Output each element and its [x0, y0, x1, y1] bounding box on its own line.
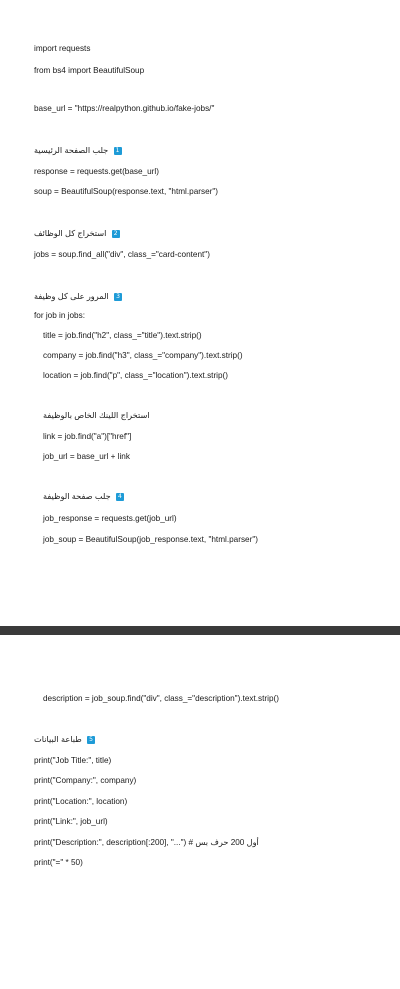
code-line-print-company: print("Company:", company): [34, 776, 137, 785]
code-line-location: location = job.find("p", class_="location").text.strip(): [43, 371, 229, 380]
section-heading-print-data: [34, 735, 95, 745]
code-line-description: description = job_soup.find("div", class_="description").text.strip(): [43, 694, 279, 703]
code-line-link: link = job.find("a")["href"]: [43, 432, 132, 441]
code-line-print-link: print("Link:", job_url): [34, 817, 108, 826]
section-heading-extract-jobs: [34, 229, 120, 239]
section-heading-fetch-main: [34, 146, 122, 156]
code-line-base-url: base_url = "https://realpython.github.io/fake-jobs/": [34, 104, 215, 113]
code-line-company: company = job.find("h3", class_="company").text.strip(): [43, 351, 243, 360]
code-line-print-title: print("Job Title:", title): [34, 756, 112, 765]
heading-label: جلب الصفحة الرئيسية: [34, 146, 109, 155]
code-line-job-soup: job_soup = BeautifulSoup(job_response.text, "html.parser"): [43, 535, 258, 544]
heading-label: جلب صفحة الوظيفة: [43, 492, 111, 501]
heading-label: طباعة البيانات: [34, 735, 82, 744]
code-line-print-description: print("Description:", description[:200], "...") # أول 200 حرف بس: [34, 838, 259, 847]
code-line-job-response: job_response = requests.get(job_url): [43, 514, 177, 523]
code-line-response: response = requests.get(base_url): [34, 167, 159, 176]
code-line-print-separator: print("=" * 50): [34, 858, 83, 867]
keycap-five-icon: 5: [87, 736, 95, 744]
code-line-import-bs4: from bs4 import BeautifulSoup: [34, 66, 145, 75]
code-line-import-requests: import requests: [34, 44, 91, 53]
heading-label: المرور على كل وظيفة: [34, 292, 109, 301]
section-heading-loop-jobs: [34, 292, 122, 302]
code-line-for-loop: for job in jobs:: [34, 311, 85, 320]
section-heading-fetch-job: [43, 492, 124, 502]
code-line-soup: soup = BeautifulSoup(response.text, "html.parser"): [34, 187, 218, 196]
section-heading-extract-link: استخراج اللينك الخاص بالوظيفة: [43, 411, 150, 420]
heading-label: استخراج كل الوظائف: [34, 229, 107, 238]
code-line-jobs: jobs = soup.find_all("div", class_="card-content"): [34, 250, 210, 259]
code-line-print-location: print("Location:", location): [34, 797, 128, 806]
page-divider: [0, 626, 400, 635]
code-line-job-url: job_url = base_url + link: [43, 452, 130, 461]
keycap-four-icon: 4: [116, 493, 124, 501]
keycap-two-icon: 2: [112, 230, 120, 238]
keycap-three-icon: 3: [114, 293, 122, 301]
code-line-title: title = job.find("h2", class_="title").text.strip(): [43, 331, 202, 340]
keycap-one-icon: 1: [114, 147, 122, 155]
